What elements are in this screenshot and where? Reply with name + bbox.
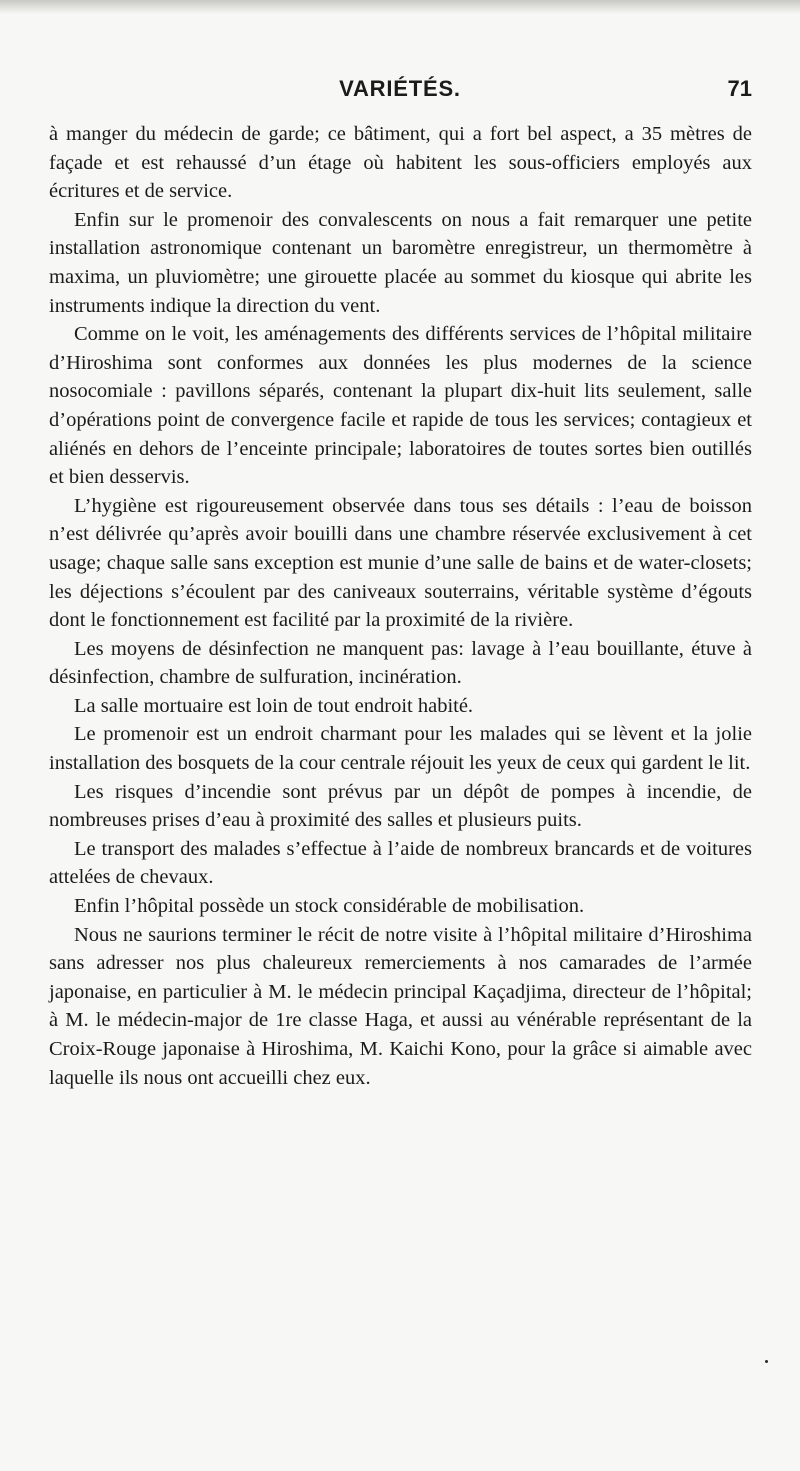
running-head xyxy=(48,76,752,110)
paragraph-fire-risks: Les risques d’incendie sont prévus par un dépôt de pompes à incendie, de nombreuses prises d’eau à proximité des salles et plusieurs puits. xyxy=(49,780,752,832)
paragraph-astronomical-installation: Enfin sur le promenoir des convalescents on nous a fait remarquer une petite installation astronomique contenant un baromètre enregistreur, un thermomètre à maxima, un pluviomètre; une girouette placée au sommet du kiosque qui abrite les instruments indique la direction du vent. xyxy=(49,208,752,317)
page-header-title: VARIÉTÉS. xyxy=(339,76,461,101)
body-text xyxy=(49,120,752,1092)
page-number: 71 xyxy=(727,76,752,101)
paragraph-disinfection: Les moyens de désinfection ne manquent pas: lavage à l’eau bouillante, étuve à désinfection, chambre de sulfuration, incinération. xyxy=(49,637,752,689)
page-top-shadow xyxy=(0,0,800,14)
paragraph-mobilisation-stock: Enfin l’hôpital possède un stock considérable de mobilisation. xyxy=(74,895,585,918)
paragraph-mortuary: La salle mortuaire est loin de tout endroit habité. xyxy=(74,694,474,717)
paragraph-hospital-arrangements: Comme on le voit, les aménagements des différents services de l’hôpital militaire d’Hiroshima sont conformes aux données les plus modernes de la science nosocomiale : pavillons séparés, contenant la plupart dix-huit lits seulement, salle d’opérations point de convergence facile et rapide de tous les services; contagieux et aliénés en dehors de l’enceinte principale; laboratoires de toutes sortes bien outillés et bien desservis. xyxy=(49,323,752,489)
paragraph-patient-transport: Le transport des malades s’effectue à l’aide de nombreux brancards et de voitures attelées de chevaux. xyxy=(49,837,752,889)
paper-speck xyxy=(765,1360,768,1363)
paragraph-hygiene: L’hygiène est rigoureusement observée dans tous ses détails : l’eau de boisson n’est délivrée qu’après avoir bouilli dans une chambre réservée exclusivement à cet usage; chaque salle sans exception est munie d’une salle de bains et de water-closets; les déjections s’écoulent par des caniveaux souterrains, véritable système d’égouts dont le fonctionnement est facilité par la proximité de la rivière. xyxy=(49,494,752,632)
paragraph-promenade: Le promenoir est un endroit charmant pour les malades qui se lèvent et la jolie installation des bosquets de la cour centrale réjouit les yeux de ceux qui gardent le lit. xyxy=(49,723,752,775)
paragraph-dining-building: à manger du médecin de garde; ce bâtiment, qui a fort bel aspect, a 35 mètres de façade et est rehaussé d’un étage où habitent les sous-officiers employés aux écritures et de service. xyxy=(49,123,752,203)
paragraph-acknowledgements: Nous ne saurions terminer le récit de notre visite à l’hôpital militaire d’Hiroshima sans adresser nos plus chaleureux remerciements à nos camarades de l’armée japonaise, en particulier à M. le médecin principal Kaçadjima, directeur de l’hôpital; à M. le médecin-major de 1re classe Haga, et aussi au vénérable représentant de la Croix-Rouge japonaise à Hiroshima, M. Kaichi Kono, pour la grâce si aimable avec laquelle ils nous ont accueilli chez eux. xyxy=(49,923,752,1089)
